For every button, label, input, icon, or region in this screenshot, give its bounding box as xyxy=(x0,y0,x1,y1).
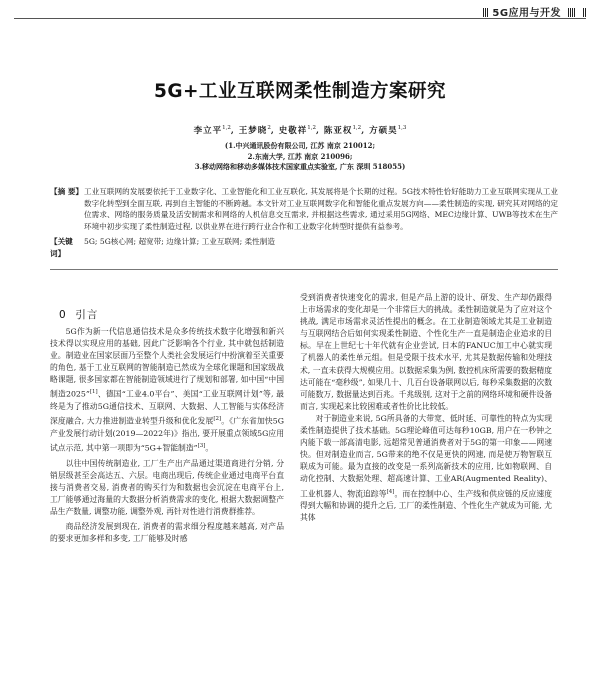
affiliation-line: (1.中兴通讯股份有限公司, 江苏 南京 210012; xyxy=(224,141,376,150)
paper-title: 5G+工业互联网柔性制造方案研究 xyxy=(153,81,447,102)
section-heading xyxy=(59,307,98,322)
body-paragraph: 对于制造业来说, 5G所具备的大带宽、低时延、可靠性的特点为实现柔性制造提供了技术基础。5G理论峰值可达每秒10GB, 用户在一秒钟之内能下载一部高清电影, 远超常见普通消费者对于5G的第一印象——网速快。但对制造业而言, 5G带来的绝不仅是更快的网速, 而是使万物智联互联成为可能。最为直接的改变是一系列高新技术的应用, 比如物联网、自动化控制、大数据处理、超高速计算、工业AR(Augmented Reality)、工业机器人、物流追踪等[4]。而在控制中心、生产线和供应链的反应速度得到大幅和协调的提升之后, 工厂的柔性制造、个性化生产就成为可能, 尤其体 xyxy=(300,413,553,523)
body-paragraph: 受到消费者快速变化的需求, 但是产品上游的设计、研发、生产却仍跟得上市场需求的变化却是一个非常巨大的挑战。柔性制造就是为了应对这个挑战, 满足市场需求灵活性提出的概念。在工业制造领域尤其是工业制造与互联网结合后如何实现柔性制造、个性化生产一直是制造企业追求的目标。早在上世纪七十年代就有企业尝试, 日本的FANUC加工中心就实现了机器人的柔性单元组。但是受限于技术水平, 尤其是数据传输和处理技术, 一直未获得大规模应用。以数据采集为例, 数控机床所需要的数据精度达可能在“毫秒级”, 如果几十、几百台设备联网以后, 每秒采集数据的次数可能数万, 数据量达到百兆。千兆级别, 这对于之前的网络环境和硬件设备而言, 实现起来比较困难或者性价比比较低。 xyxy=(300,293,552,411)
citation: [2] xyxy=(213,416,222,423)
affiliation-line: 3.移动网络和移动多媒体技术国家重点实验室, 广东 深圳 518055) xyxy=(194,162,406,172)
abstract-block xyxy=(50,186,558,259)
author: 李立平$^{1,2}$ xyxy=(193,125,231,136)
section-title: 引言 xyxy=(75,309,99,321)
abstract xyxy=(50,186,558,233)
section-number: 0 xyxy=(59,309,67,321)
citation: [1] xyxy=(89,389,98,396)
abstract-text: 工业互联网的发展要依托于工业数字化、工业智能化和工业互联化, 其发展将是个长期的过程。5G技术特性恰好能助力工业互联网实现从工业数字化转型到全面互联, 再到自主智能的不断跨越。本文针对工业互联网数字化和智能化重点发展方向——柔性制造的实现, 研究其对网络的定位需求、网络的服务质量及活安制需求和网络的人机信息交互需求, 并根据这些需求, 通过采用5G网络、MEC边缘计算、UWB等技术在生产环境中初步实现了柔性制造过程, 以供业界在进行跨行业合作和工业数字化转型时提供有益参考。 xyxy=(84,187,558,232)
body-paragraph: 5G作为新一代信息通信技术是众多传统技术数字化增强和新兴技术得以实现应用的基础, 因此广泛影响各个行业, 其中就包括制造业。制造业在国家层面乃至整个人类社会发展运行中扮演着至关重要的角色, 基于工业互联网的智能制造已然成为全球化课题和国家级战略课题, 很多国家都在智能制造领域进行了规划和部署, 如中国“中国制造2025”[1]、德国“工业4.0平台”、美国“工业互联网计划”等, 最终是为了推动5G通信技术、互联网、大数据、人工智能与实体经济深度融合, 大力推进制造业转型升级和优化发展[2]。《广东省加快5G产业发展行动计划(2019—2022年)》指出, 要开展重点领域5G应用试点示范, 其中第一项即为“5G+智能制造”[3]。 xyxy=(50,327,284,453)
journal-header xyxy=(482,4,586,19)
keywords xyxy=(50,236,558,259)
citation: [3] xyxy=(197,443,206,450)
author: 王梦晓$^2$ xyxy=(238,125,271,136)
body-paragraph: 以往中国传统制造业, 工厂生产出产品通过渠道商进行分销, 分销层级甚至会高达五、六层。电商出现后, 传统企业通过电商平台直接与消费者交易, 消费者的购买行为和数据也会沉淀在电商平台上, 工厂能够通过海量的大数据分析消费需求的变化, 根据大数据调整产品生产数量, 调整功能, 调整外观, 再针对性进行消费群推荐。 xyxy=(50,458,284,517)
left-column xyxy=(50,326,284,545)
journal-section-label: 5G应用与开发 xyxy=(492,8,562,19)
author: 陈亚权$^{1,2}$ xyxy=(323,125,362,136)
author: 史敬祥$^{1,2}$ xyxy=(278,125,316,136)
author-list: 李立平$^{1,2}$, 王梦晓$^2$, 史敬祥$^{1,2}$, 陈亚权$^{1,2}$, 方硕昊$^{1,3}$ xyxy=(193,125,407,136)
keywords-text: 5G; 5G核心网; 超宽带; 边缘计算; 工业互联网; 柔性制造 xyxy=(84,236,275,246)
abstract-label: 【摘 要】 xyxy=(50,187,84,196)
affiliation-line: 2.东南大学, 江苏 南京 210096; xyxy=(247,151,353,161)
affiliations xyxy=(0,141,600,173)
abstract-divider xyxy=(50,269,558,270)
right-column xyxy=(300,292,552,524)
body-paragraph: 商品经济发展到现在, 消费者的需求细分程度越来越高, 对产品的要求更加多样和多变, 工厂能够及时感 xyxy=(50,522,284,544)
keywords-label: 【关键词】 xyxy=(50,236,73,258)
author: 方硕昊$^{1,3}$ xyxy=(369,125,407,136)
citation: [4] xyxy=(386,488,395,495)
header-rule xyxy=(14,18,586,19)
